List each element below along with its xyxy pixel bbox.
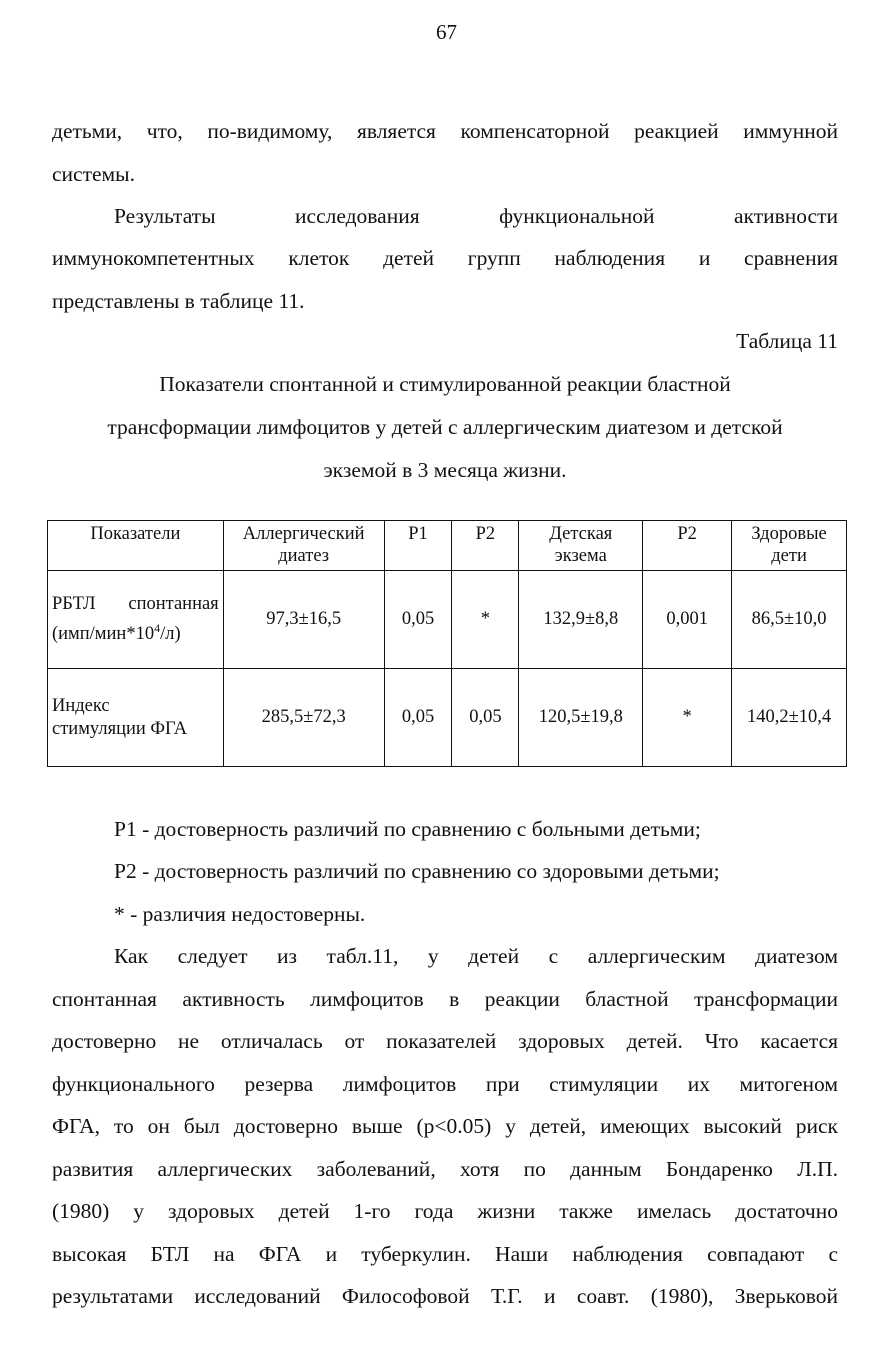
row-label-pha-index: Индекс стимуляции ФГА xyxy=(48,669,224,767)
paragraph-1-line-1: детьми, что, по-видимому, является компенсаторной реакцией иммунной xyxy=(52,119,838,143)
table-row xyxy=(48,669,847,767)
header-p1: P1 xyxy=(384,521,452,571)
table-cell: 0,05 xyxy=(452,669,519,767)
header-p2-second: P2 xyxy=(643,521,732,571)
table-cell: 0,05 xyxy=(384,571,452,669)
table-cell: * xyxy=(643,669,732,767)
table-cell: 0,001 xyxy=(643,571,732,669)
table-title-line-3: экземой в 3 месяца жизни. xyxy=(323,458,567,482)
table-cell: 120,5±19,8 xyxy=(519,669,643,767)
header-healthy-children: Здоровые дети xyxy=(732,521,847,571)
paragraph-2-line-3: представлены в таблице 11. xyxy=(52,289,305,313)
paragraph-1-line-2: системы. xyxy=(52,162,135,186)
table-cell: 86,5±10,0 xyxy=(732,571,847,669)
table-cell: 140,2±10,4 xyxy=(732,669,847,767)
table-cell: 97,3±16,5 xyxy=(223,571,384,669)
page-number: 67 xyxy=(436,20,457,44)
table-label: Таблица 11 xyxy=(736,329,838,353)
paragraph-3-line-3: достоверно не отличалась от показателей здоровых детей. Что касается xyxy=(52,1029,838,1053)
row-label-rbtl: РБТЛ спонтанная $(имп/мин*10^4/л)$ xyxy=(48,571,224,669)
note-p2: P2 - достоверность различий по сравнению со здоровыми детьми; xyxy=(114,859,720,883)
paragraph-3-line-6: развития аллергических заболеваний, хотя по данным Бондаренко Л.П. xyxy=(52,1157,838,1181)
paragraph-3-line-5: ФГА, то он был достоверно выше (р<0.05) у детей, имеющих высокий риск xyxy=(52,1114,838,1138)
paragraph-3-line-7: (1980) у здоровых детей 1-го года жизни также имелась достаточно xyxy=(52,1199,838,1223)
header-indicators: Показатели xyxy=(48,521,224,571)
table-cell: 0,05 xyxy=(384,669,452,767)
paragraph-3-line-1: Как следует из табл.11, у детей с аллергическим диатезом xyxy=(114,944,838,968)
note-asterisk: * - различия недостоверны. xyxy=(114,902,366,926)
paragraph-3-line-2: спонтанная активность лимфоцитов в реакции бластной трансформации xyxy=(52,987,838,1011)
header-p2: P2 xyxy=(452,521,519,571)
table-cell: 285,5±72,3 xyxy=(223,669,384,767)
table-row xyxy=(48,571,847,669)
data-table xyxy=(47,520,847,767)
table-title-line-1: Показатели спонтанной и стимулированной реакции бластной xyxy=(159,372,731,396)
paragraph-3-line-4: функционального резерва лимфоцитов при стимуляции их митогеном xyxy=(52,1072,838,1096)
header-allergic-diathesis: Аллергический диатез xyxy=(223,521,384,571)
paragraph-3-line-8: высокая БТЛ на ФГА и туберкулин. Наши наблюдения совпадают с xyxy=(52,1242,838,1266)
note-p1: P1 - достоверность различий по сравнению с больными детьми; xyxy=(114,817,701,841)
table-cell: * xyxy=(452,571,519,669)
table-title-line-2: трансформации лимфоцитов у детей с аллергическим диатезом и детской xyxy=(107,415,783,439)
paragraph-3-line-9: результатами исследований Философовой Т.Г. и соавт. (1980), Зверьковой xyxy=(52,1284,838,1308)
paragraph-2-line-2: иммунокомпетентных клеток детей групп наблюдения и сравнения xyxy=(52,246,838,270)
table-cell: 132,9±8,8 xyxy=(519,571,643,669)
table-header-row xyxy=(48,521,847,571)
header-child-eczema: Детская экзема xyxy=(519,521,643,571)
paragraph-2-line-1: Результаты исследования функциональной активности xyxy=(114,204,838,228)
